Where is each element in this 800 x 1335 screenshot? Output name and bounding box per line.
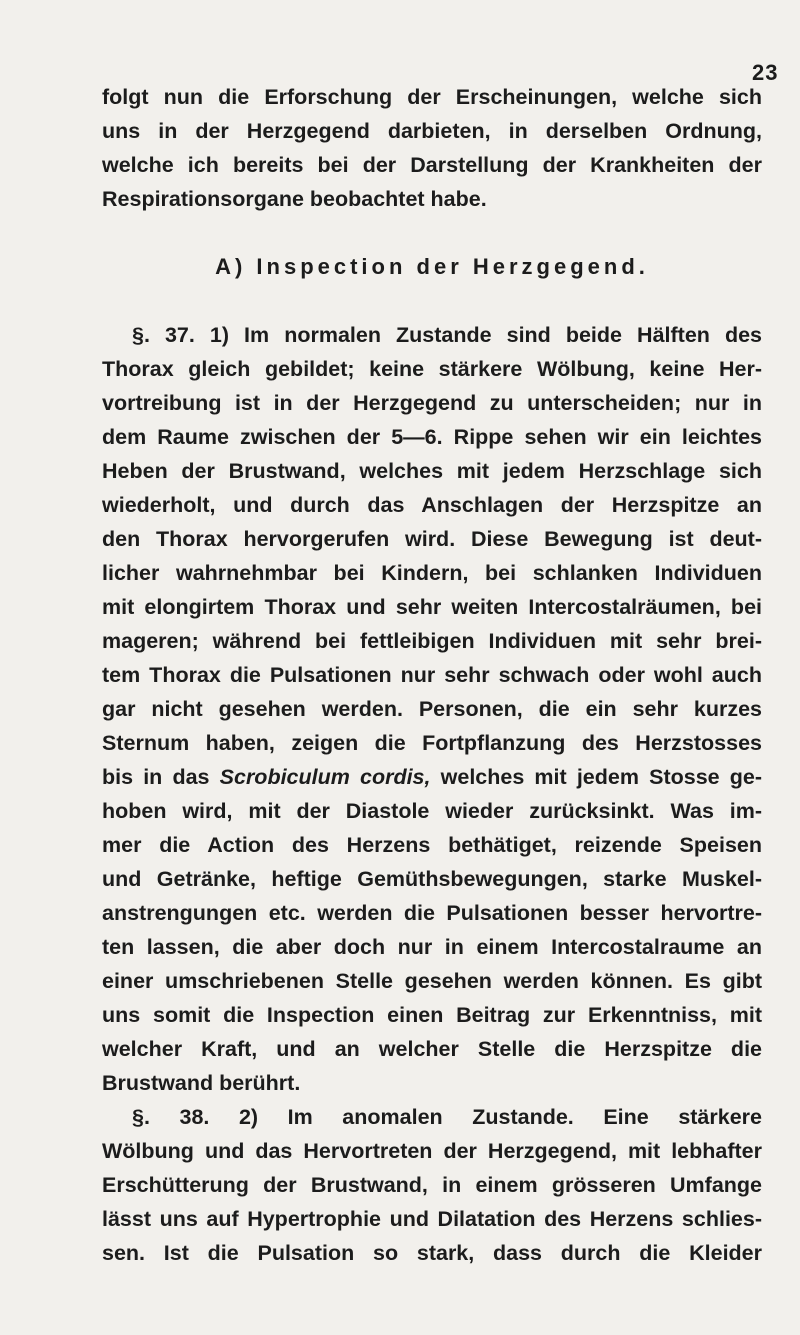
- text-line: vortreibung ist in der Herzgegend zu unterscheiden; nur in: [102, 391, 762, 415]
- text-line: wiederholt, und durch das Anschlagen der Herzspitze an: [102, 493, 762, 517]
- section-heading: A) Inspection der Herzgegend.: [215, 254, 649, 279]
- text-line: ten lassen, die aber doch nur in einem Intercostalraume an: [102, 935, 762, 959]
- body-text: [102, 80, 762, 1270]
- text-line: §. 37. 1) Im normalen Zustande sind beide Hälften des: [132, 323, 762, 347]
- text-line: welcher Kraft, und an welcher Stelle die Herzspitze die: [102, 1037, 762, 1061]
- text-line: Thorax gleich gebildet; keine stärkere Wölbung, keine Her-: [102, 357, 762, 381]
- text-line: Heben der Brustwand, welches mit jedem Herzschlage sich: [102, 459, 762, 483]
- text-line: Sternum haben, zeigen die Fortpflanzung des Herzstosses: [102, 731, 762, 755]
- text-line: licher wahrnehmbar bei Kindern, bei schlanken Individuen: [102, 561, 762, 585]
- text-line: Respirationsorgane beobachtet habe.: [102, 187, 487, 211]
- text-line: Wölbung und das Hervortreten der Herzgegend, mit lebhafter: [102, 1139, 762, 1163]
- text-line: Brustwand berührt.: [102, 1071, 301, 1095]
- text-line: mageren; während bei fettleibigen Individuen mit sehr brei-: [102, 629, 762, 653]
- italic-term: Scrobiculum cordis,: [219, 765, 431, 789]
- page-number: 23: [752, 60, 779, 85]
- text-line: hoben wird, mit der Diastole wieder zurücksinkt. Was im-: [102, 799, 762, 823]
- text-line: uns somit die Inspection einen Beitrag zur Erkenntniss, mit: [102, 1003, 762, 1027]
- text-line: anstrengungen etc. werden die Pulsationen besser hervortre-: [102, 901, 762, 925]
- text-line: welche ich bereits bei der Darstellung der Krankheiten der: [102, 153, 762, 177]
- text-line: uns in der Herzgegend darbieten, in derselben Ordnung,: [102, 119, 762, 143]
- text-line: dem Raume zwischen der 5—6. Rippe sehen wir ein leichtes: [102, 425, 762, 449]
- text-line: lässt uns auf Hypertrophie und Dilatation des Herzens schlies-: [102, 1207, 762, 1231]
- text-line: einer umschriebenen Stelle gesehen werden können. Es gibt: [102, 969, 762, 993]
- text-line: folgt nun die Erforschung der Erscheinungen, welche sich: [102, 85, 762, 109]
- text-line: mit elongirtem Thorax und sehr weiten Intercostalräumen, bei: [102, 595, 762, 619]
- text-line: den Thorax hervorgerufen wird. Diese Bewegung ist deut-: [102, 527, 762, 551]
- text-fragment: welches mit jedem Stosse ge-: [440, 765, 762, 789]
- text-line-scrobiculum: [102, 760, 762, 794]
- text-line: tem Thorax die Pulsationen nur sehr schwach oder wohl auch: [102, 663, 762, 687]
- text-line: sen. Ist die Pulsation so stark, dass durch die Kleider: [102, 1241, 762, 1265]
- text-line: und Getränke, heftige Gemüthsbewegungen, starke Muskel-: [102, 867, 762, 891]
- text-line: gar nicht gesehen werden. Personen, die ein sehr kurzes: [102, 697, 762, 721]
- text-line: mer die Action des Herzens bethätiget, reizende Speisen: [102, 833, 762, 857]
- text-fragment: bis in das: [102, 765, 210, 789]
- text-line: §. 38. 2) Im anomalen Zustande. Eine stärkere: [132, 1105, 762, 1129]
- text-line: Erschütterung der Brustwand, in einem grösseren Umfange: [102, 1173, 762, 1197]
